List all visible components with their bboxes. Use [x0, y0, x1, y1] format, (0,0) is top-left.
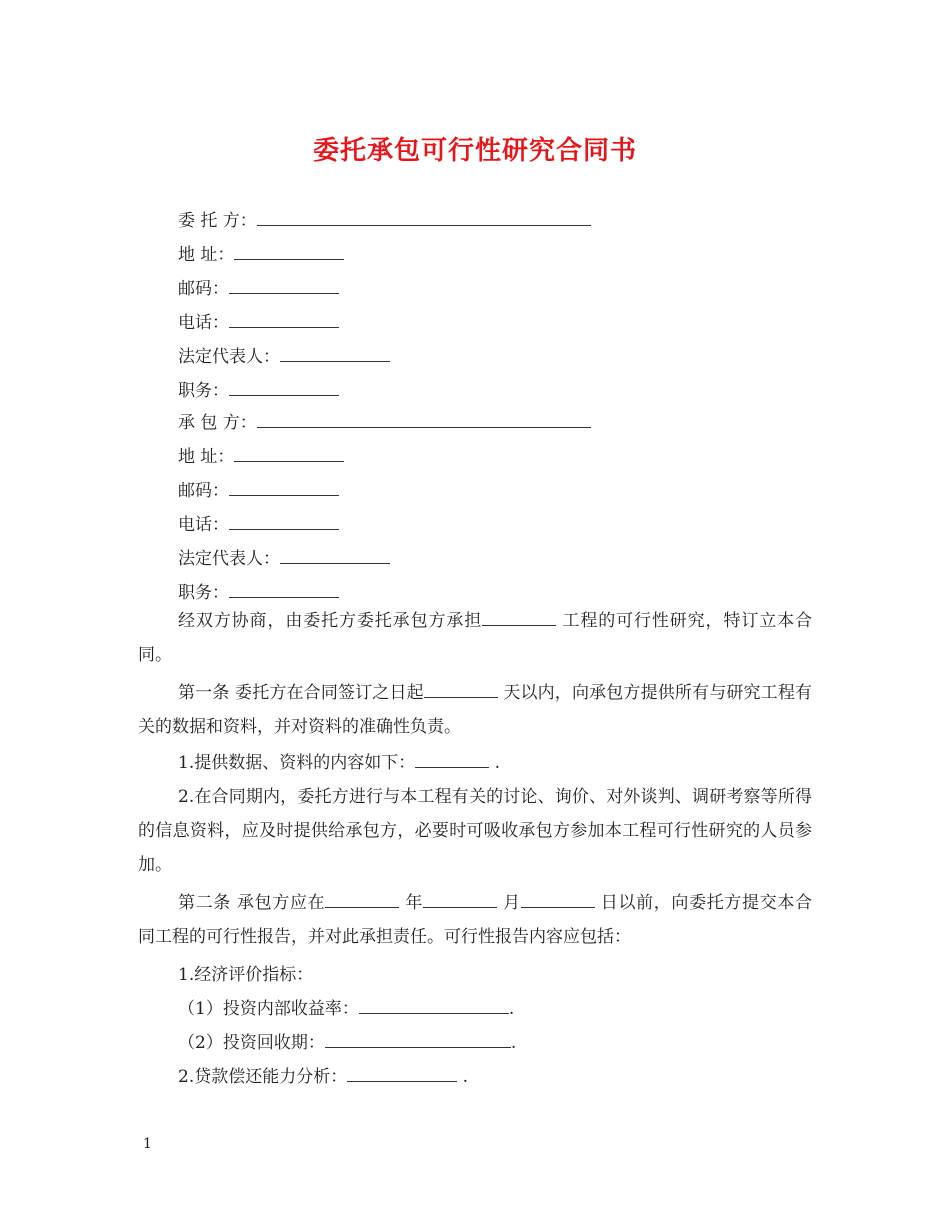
article2-sub1	[138, 992, 812, 1026]
entrusting-legal-rep-line	[178, 345, 390, 369]
entrusting-party-blank	[257, 209, 591, 226]
article2-year-blank	[325, 891, 399, 908]
article1-text-1: 第一条 委托方在合同签订之日起	[178, 683, 424, 703]
contracting-postcode-blank	[229, 479, 339, 496]
entrusting-legal-rep-label: 法定代表人：	[178, 347, 280, 367]
entrusting-position-label: 职务：	[178, 381, 229, 401]
entrusting-legal-rep-blank	[280, 345, 390, 362]
article2-sub1-suffix: .	[508, 999, 515, 1019]
preamble-paragraph	[138, 604, 812, 672]
article1-paragraph	[138, 676, 812, 744]
entrusting-position-line	[178, 379, 339, 403]
article2-day-blank	[521, 891, 595, 908]
article2-month-label: 月	[497, 893, 521, 913]
contracting-party-line	[178, 411, 591, 435]
contracting-position-line	[178, 581, 339, 605]
contracting-party-blank	[257, 411, 591, 428]
article2-sub2-suffix: .	[510, 1033, 517, 1053]
article2-item2-text: 2.贷款偿还能力分析：	[178, 1067, 348, 1087]
article2-text-1: 第二条 承包方应在	[178, 893, 326, 913]
preamble-text-1: 经双方协商，由委托方委托承包方承担	[178, 611, 483, 631]
contracting-postcode-label: 邮码：	[178, 481, 229, 501]
article2-item1	[138, 958, 812, 992]
preamble-text-2: 工程的可行性研究，特订立本合同。	[138, 611, 813, 665]
article1-item1	[138, 746, 812, 780]
entrusting-phone-label: 电话：	[178, 313, 229, 333]
entrusting-postcode-label: 邮码：	[178, 279, 229, 299]
page-number: 1	[143, 1136, 152, 1152]
article2-sub2-text: （2）投资回收期：	[178, 1033, 325, 1053]
article2-item1-text: 1.经济评价指标：	[178, 965, 314, 985]
contracting-position-label: 职务：	[178, 583, 229, 603]
entrusting-phone-blank	[229, 311, 339, 328]
article1-days-blank	[424, 681, 498, 698]
entrusting-address-blank	[234, 243, 344, 260]
contracting-legal-rep-blank	[280, 547, 390, 564]
article2-text-2: 日以前，向委托方提交本合同工程的可行性报告，并对此承担责任。可行性报告内容应包括：	[138, 893, 813, 947]
article2-month-blank	[423, 891, 497, 908]
article1-item2	[138, 780, 812, 882]
entrusting-party-line	[178, 209, 591, 233]
article2-year-label: 年	[399, 893, 424, 913]
article2-sub1-blank	[359, 997, 509, 1014]
article2-sub2	[138, 1026, 812, 1060]
article1-item1-blank	[415, 751, 489, 768]
contracting-legal-rep-label: 法定代表人：	[178, 549, 280, 569]
contracting-party-label: 承 包 方：	[178, 413, 257, 433]
entrusting-address-line	[178, 243, 344, 267]
article2-item2	[138, 1060, 812, 1094]
entrusting-position-blank	[229, 379, 339, 396]
contracting-phone-line	[178, 513, 339, 537]
contracting-position-blank	[229, 581, 339, 598]
article1-item1-text: 1.提供数据、资料的内容如下：	[178, 753, 416, 773]
article1-item1-suffix: .	[489, 753, 501, 773]
entrusting-phone-line	[178, 311, 339, 335]
contracting-address-line	[178, 445, 344, 469]
article2-sub1-text: （1）投资内部收益率：	[178, 999, 359, 1019]
contracting-address-label: 地 址：	[178, 447, 235, 467]
article1-item2-text: 2.在合同期内，委托方进行与本工程有关的讨论、询价、对外谈判、调研考察等所得的信息资料，应及时提供给承包方，必要时可吸收承包方参加本工程可行性研究的人员参加。	[138, 787, 812, 875]
article1-text-2: 天以内，向承包方提供所有与研究工程有关的数据和资料，并对资料的准确性负责。	[138, 683, 812, 737]
article2-item2-blank	[347, 1065, 457, 1082]
contracting-address-blank	[234, 445, 344, 462]
article2-sub2-blank	[325, 1031, 511, 1048]
contracting-postcode-line	[178, 479, 339, 503]
contracting-phone-label: 电话：	[178, 515, 229, 535]
article2-paragraph	[138, 886, 812, 954]
contracting-phone-blank	[229, 513, 339, 530]
preamble-project-blank	[482, 609, 556, 626]
contracting-legal-rep-line	[178, 547, 390, 571]
entrusting-postcode-blank	[229, 277, 339, 294]
entrusting-party-label: 委 托 方：	[178, 211, 257, 231]
document-title: 委托承包可行性研究合同书	[312, 136, 637, 166]
article2-item2-suffix: .	[457, 1067, 469, 1087]
entrusting-postcode-line	[178, 277, 339, 301]
entrusting-address-label: 地 址：	[178, 245, 235, 265]
